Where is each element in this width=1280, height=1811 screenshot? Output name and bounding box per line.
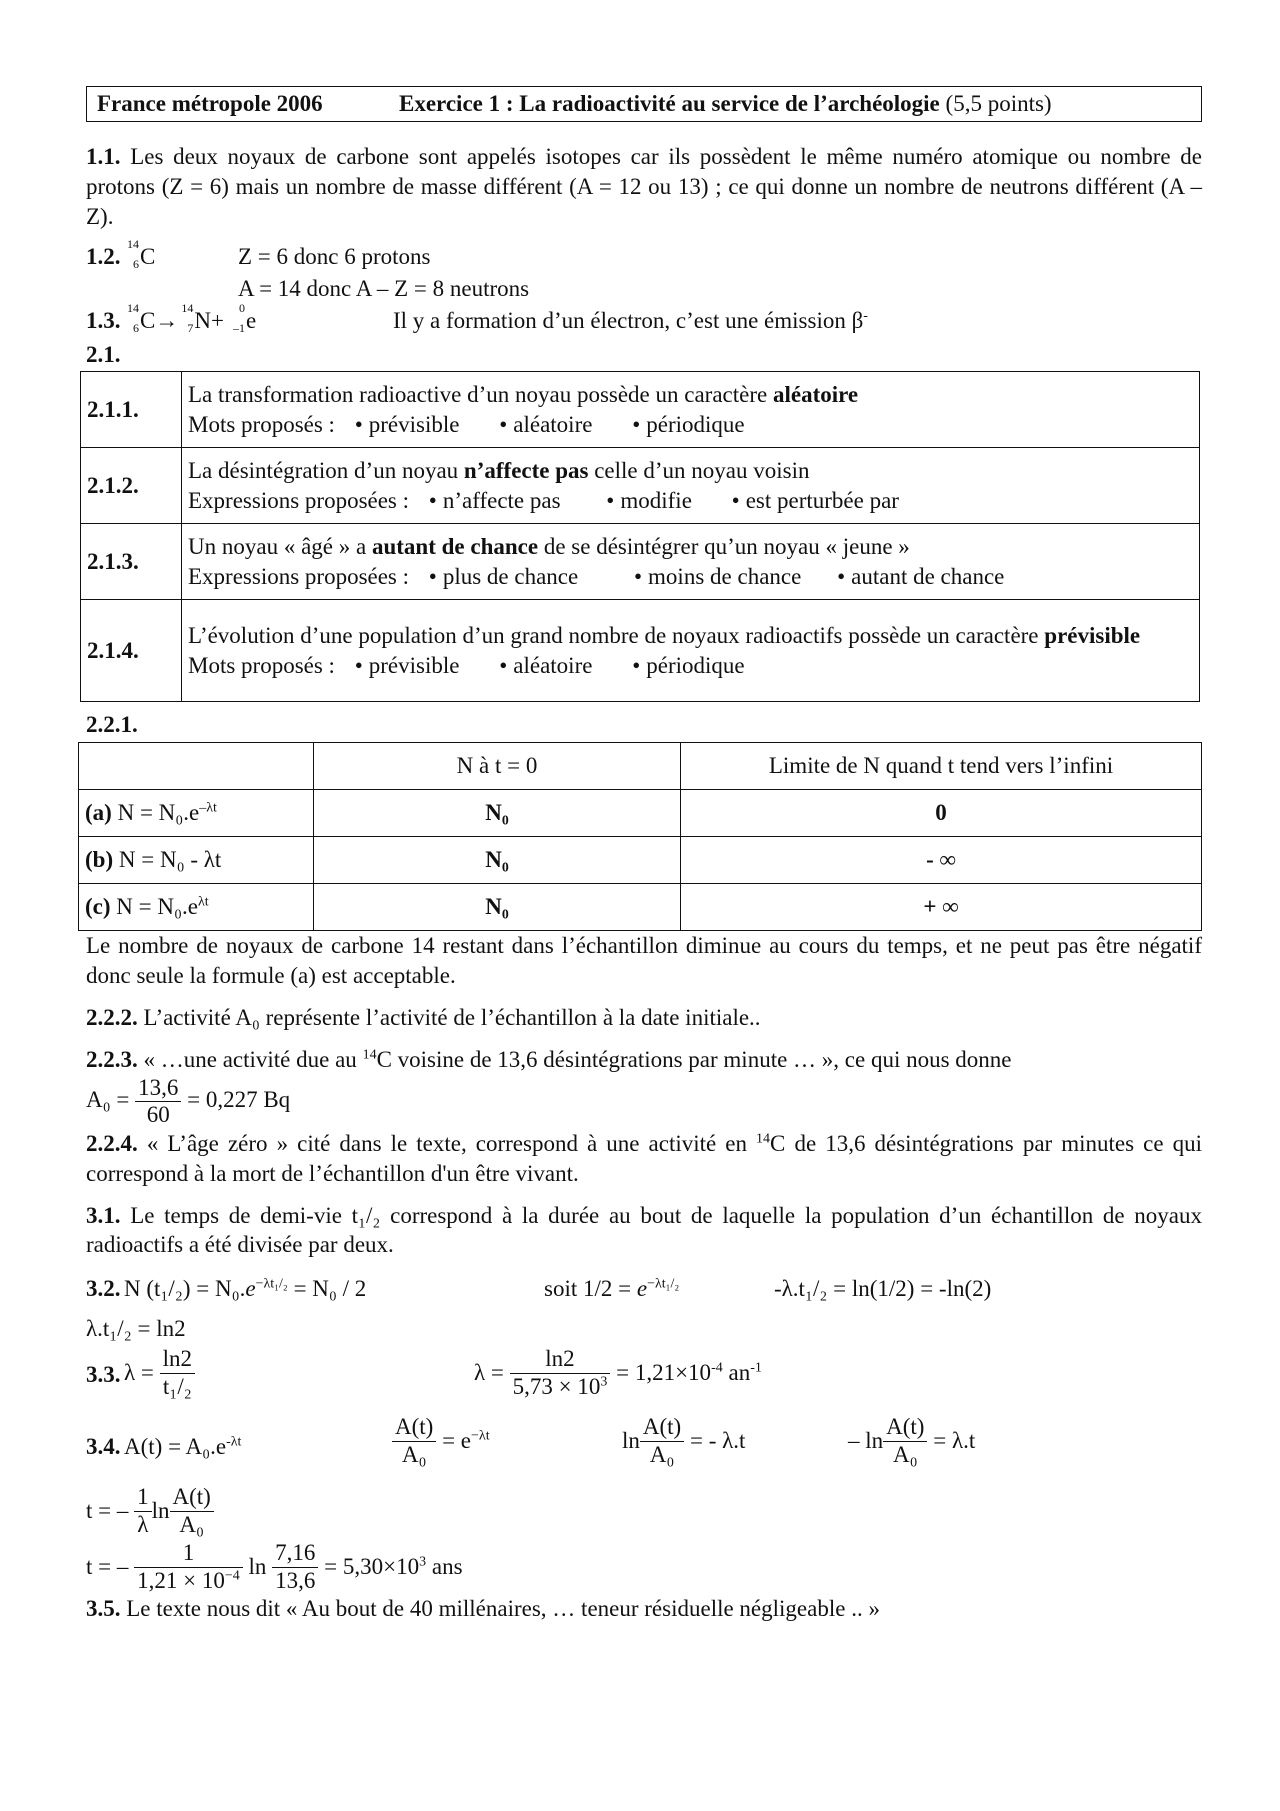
row-content: La désintégration d’un noyau n’affecte pas celle d’un noyau voisin Expressions proposées : • n’affecte pas • modifie • est perturbée par — [182, 448, 1200, 524]
answer-1-3 — [86, 300, 1202, 338]
answer-2-2-4: 2.2.4. « L’âge zéro » cité dans le texte, correspond à une activité en $^{14}$C de 13,6 désintégrations par minutes ce qui correspond à la mort de l’échantillon d'un être vivant. — [86, 1130, 1202, 1186]
beta-emission-text: Il y a formation d’un électron, c’est une émission β- — [393, 307, 868, 333]
header-title: Exercice 1 : La radioactivité au service de l’archéologie — [399, 91, 940, 116]
row-num: 2.1.2. — [81, 448, 182, 524]
decay-equation: 14 6 C→ 14 7 N+ 0 –1 e — [127, 300, 257, 335]
answer-1-2 — [86, 236, 1202, 306]
num-2-1: 2.1. — [86, 341, 121, 367]
limit-cell: 0 — [681, 790, 1202, 837]
answer-3-3: 3.3. λ = $\frac{\ln 2}{\text{t₁/₂}}$ λ = $\frac{\ln 2}{5,73 \times 10^3}$ = $1,21\times 10^{-4}$ $an^{-1}$ — [86, 1346, 762, 1399]
choice: • n’affecte pas — [429, 486, 561, 516]
lambda-t-half: λ.t₁/₂ = ln2 — [86, 1316, 186, 1342]
question-2-1-table — [80, 371, 1200, 702]
row-content: Un noyau « âgé » a autant de chance de se désintégrer qu’un noyau « jeune » Expressions proposées : • plus de chance • moins de chance • autant de chance — [182, 524, 1200, 600]
neutrons-line: A = 14 donc A – Z = 8 neutrons — [238, 275, 530, 301]
answer-3-4: 3.4. $A(t) = A_0.e^{-\lambda t}$ $\frac{A(t)}{\text{A₀}}$ = $e^{-\lambda t}$ ln $\frac{A(t)}{\text{A₀}}$ = - λ.t – ln $\frac{A(t)}{\text{A₀}}$ = λ.t — [86, 1414, 976, 1467]
choice: • prévisible — [355, 410, 460, 440]
formula-row-c: (c) $N = N_0.e^{\lambda t}$ N₀ + ∞ — [79, 884, 1202, 931]
carbon14-symbol: 14 6 C — [127, 236, 156, 271]
formula-row-a: (a) $N = N_0.e^{-\lambda t}$ N₀ 0 — [79, 790, 1202, 837]
n0-cell: N₀ — [314, 790, 681, 837]
choice: • périodique — [632, 651, 744, 681]
row-num: 2.1.1. — [81, 372, 182, 448]
n0-cell: N₀ — [314, 837, 681, 884]
answer-1-1 — [86, 142, 1202, 232]
num-2-2-1: 2.2.1. — [86, 712, 138, 738]
answer-2-2-3: 2.2.3. « …une activité due au $^{14}$C voisine de 13,6 désintégrations par minute … », ce qui nous donne — [86, 1047, 1012, 1073]
choice: • modifie — [606, 486, 692, 516]
num-1-2: 1.2. — [86, 243, 121, 269]
protons-line: Z = 6 donc 6 protons — [238, 243, 431, 269]
answer-3-5: 3.5. Le texte nous dit « Au bout de 40 millénaires, … teneur résiduelle négligeable .. » — [86, 1595, 880, 1621]
n0-cell: N₀ — [314, 884, 681, 931]
exercise-header — [86, 86, 1202, 122]
formula-table-header — [79, 743, 1202, 790]
row-2-1-2 — [81, 448, 1200, 524]
limit-cell: - ∞ — [681, 837, 1202, 884]
row-2-1-3 — [81, 524, 1200, 600]
num-1-3: 1.3. — [86, 307, 121, 333]
choice: • aléatoire — [499, 651, 592, 681]
answer-3-2: 3.2. N $(t_1/_2) = N_0.e^{-\lambda t_1/_2} = N_0 / 2$ soit $1/2 = e^{-\lambda t_1/_2}$ -λ.t₁/₂ = ln(1/2) = -ln(2) — [86, 1276, 992, 1302]
choice: • est perturbée par — [732, 486, 899, 516]
row-2-1-4 — [81, 600, 1200, 702]
page — [86, 86, 1202, 1624]
col-limit: Limite de N quand t tend vers l’infini — [681, 743, 1202, 790]
answer-2-2-2: 2.2.2. L’activité A₀ représente l’activité de l’échantillon à la date initiale.. — [86, 1005, 761, 1031]
num-1-1: 1.1. — [86, 143, 121, 169]
activity-formula: A₀ = $\frac{13,6}{60}$ = 0,227 Bq — [86, 1074, 291, 1128]
formula-row-b: (b) N = N₀ - λt N₀ - ∞ — [79, 837, 1202, 884]
answer-3-1: 3.1. Le temps de demi-vie t₁/₂ correspond à la durée au bout de laquelle la population d’un échantillon de noyaux radioactifs a été divisée par deux. — [86, 1202, 1203, 1258]
formula-table — [78, 742, 1202, 931]
col-n-t0: N à t = 0 — [314, 743, 681, 790]
row-content: L’évolution d’une population d’un grand nombre de noyaux radioactifs possède un caractère prévisible Mots proposés : • prévisible • aléatoire • périodique — [182, 600, 1200, 702]
t-formula-general: t = – $\frac{1}{\lambda}$ ln $\frac{A(t)}{\text{A₀}}$ — [86, 1484, 1202, 1538]
choice: • périodique — [632, 410, 744, 440]
choice: • autant de chance — [837, 562, 1004, 592]
row-num: 2.1.3. — [81, 524, 182, 600]
text-1-1: Les deux noyaux de carbone sont appelés isotopes car ils possèdent le même numéro atomique ou nombre de protons (Z = 6) mais un nombre de masse différent (A = 12 ou 13) ; ce qui donne un nombre de neutrons différent (A – Z). — [86, 143, 1202, 229]
header-source: France métropole 2006 — [97, 91, 323, 116]
row-num: 2.1.4. — [81, 600, 182, 702]
choice: • prévisible — [355, 651, 460, 681]
conclusion-2-2-1: Le nombre de noyaux de carbone 14 restant dans l’échantillon diminue au cours du temps, et ne peut pas être négatif donc seule la formule (a) est acceptable. — [86, 933, 1202, 989]
t-formula-numeric: t = – $\frac{1}{1,21 \times 10^{-4}}$ ln $\frac{7,16}{13,6}$ = $5,30\times 10^3$ ans — [86, 1540, 463, 1593]
limit-cell: + ∞ — [681, 884, 1202, 931]
choice: • aléatoire — [499, 410, 592, 440]
row-content: La transformation radioactive d’un noyau possède un caractère aléatoire Mots proposés : • prévisible • aléatoire • périodique — [182, 372, 1200, 448]
header-points: (5,5 points) — [945, 91, 1052, 116]
choice: • plus de chance — [429, 562, 578, 592]
row-2-1-1 — [81, 372, 1200, 448]
choice: • moins de chance — [634, 562, 801, 592]
